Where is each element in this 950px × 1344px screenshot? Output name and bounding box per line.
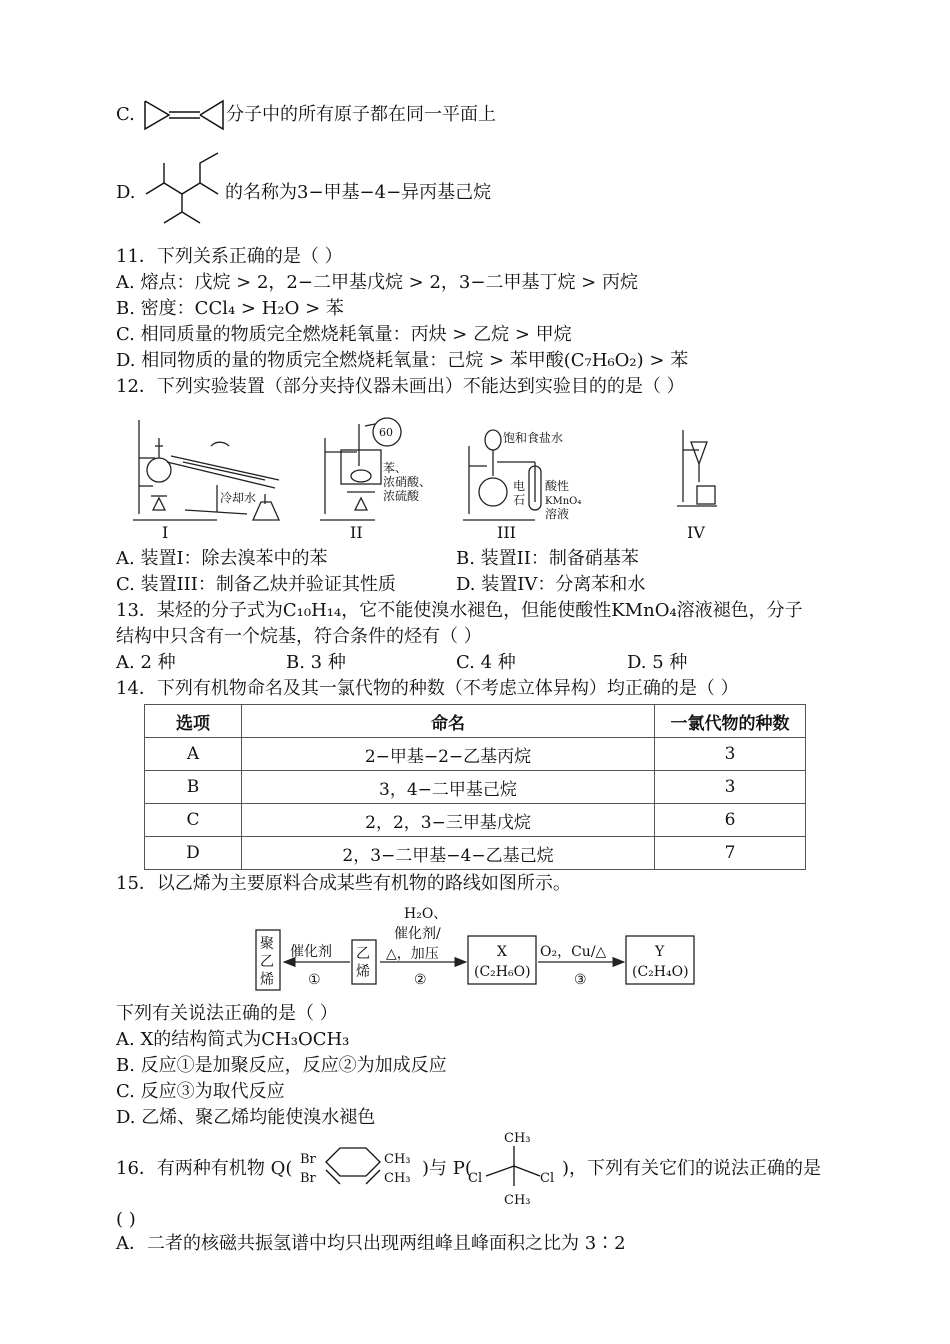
q10-option-c-label: C.	[116, 104, 135, 125]
q16-option-a: A．二者的核磁共振氢谱中均只出现两组峰且峰面积之比为 3∶2	[116, 1233, 626, 1254]
q-bromine-bottom: Br	[300, 1171, 316, 1186]
x-label: X	[497, 944, 507, 960]
q13-option-d: D. 5 种	[627, 652, 688, 673]
table-header-row	[145, 705, 806, 738]
q10-option-d-text: 的名称为3−甲基−4−异丙基己烷	[225, 182, 492, 203]
q13-option-b: B. 3 种	[286, 652, 346, 673]
q14-stem: 14．下列有机物命名及其一氯代物的种数（不考虑立体异构）均正确的是（ ）	[116, 678, 739, 699]
cell-option: A	[145, 738, 242, 771]
thermometer-reading: 60	[379, 426, 393, 439]
q11-stem: 11．下列关系正确的是（ ）	[116, 246, 343, 267]
cell-count: 7	[655, 837, 806, 870]
brine-label: 饱和食盐水	[503, 431, 564, 445]
reagent-benzene-label: 苯、	[383, 461, 408, 475]
q13-stem-line2: 结构中只含有一个烷基，符合条件的烃有（ ）	[116, 626, 482, 647]
p-methyl-bottom: CH₃	[504, 1193, 531, 1208]
table-row	[145, 804, 806, 837]
reagent-nitric-acid-label: 浓硝酸、	[383, 475, 432, 489]
p-chlorine-left: Cl	[468, 1171, 483, 1186]
q13-stem-line1: 13．某烃的分子式为C₁₀H₁₄，它不能使溴水褪色，但能使酸性KMnO₄溶液褪色，分子	[116, 600, 803, 621]
q15-option-a: A. X的结构简式为CH₃OCH₃	[116, 1029, 350, 1050]
q15-question: 下列有关说法正确的是（ ）	[116, 1003, 338, 1024]
cell-name: 2−甲基−2−乙基丙烷	[242, 738, 655, 771]
apparatus-iv	[677, 430, 717, 506]
reagent-sulfuric-acid-label: 浓硫酸	[383, 489, 420, 503]
catalyst-label: 催化剂	[290, 944, 332, 960]
compound-p-structure	[466, 1128, 558, 1208]
apparatus-i-label: I	[162, 523, 169, 542]
cell-name: 3，4−二甲基己烷	[242, 771, 655, 804]
cell-option: D	[145, 837, 242, 870]
q15-synthesis-route-diagram	[254, 900, 698, 992]
cell-count: 3	[655, 738, 806, 771]
oxidation-reagent-label: O₂，Cu/△	[540, 944, 607, 960]
y-formula: (C₂H₄O)	[632, 964, 689, 980]
q12-option-a: A. 装置I：除去溴苯中的苯	[116, 548, 328, 569]
q10-option-d-label: D.	[116, 182, 136, 203]
compound-q-structure	[298, 1144, 422, 1188]
q12-option-b: B. 装置II：制备硝基苯	[456, 548, 639, 569]
q10-option-c-text: 分子中的所有原子都在同一平面上	[226, 104, 496, 125]
q11-option-a: A. 熔点：戊烷 > 2，2−二甲基戊烷 > 2，3−二甲基丁烷 > 丙烷	[116, 272, 638, 293]
alkane-skeleton-structure	[142, 150, 222, 232]
apparatus-i	[133, 420, 279, 520]
p-methyl-top: CH₃	[504, 1131, 531, 1146]
q15-option-d: D. 乙烯、聚乙烯均能使溴水褪色	[116, 1107, 376, 1128]
q-bromine-top: Br	[300, 1152, 316, 1167]
cooling-water-label: 冷却水	[220, 491, 257, 505]
cell-option: C	[145, 804, 242, 837]
q12-apparatus-figure	[125, 410, 825, 545]
acidic-kmno4-label-1: 酸性	[545, 479, 570, 493]
q15-option-b: B. 反应①是加聚反应，反应②为加成反应	[116, 1055, 447, 1076]
p-chlorine-right: Cl	[540, 1171, 555, 1186]
calcium-carbide-label-1: 电	[513, 479, 526, 493]
q12-option-c: C. 装置III：制备乙炔并验证其性质	[116, 574, 396, 595]
acidic-kmno4-label-3: 溶液	[545, 507, 570, 521]
q15-stem: 15．以乙烯为主要原料合成某些有机物的路线如图所示。	[116, 873, 571, 894]
reagent-heat-pressure-label: △，加压	[386, 946, 439, 962]
apparatus-ii-label: II	[350, 523, 363, 542]
cell-option: B	[145, 771, 242, 804]
cell-name: 2，2，3−三甲基戊烷	[242, 804, 655, 837]
header-option: 选项	[145, 705, 242, 738]
acidic-kmno4-label-2: KMnO₄	[545, 496, 582, 507]
calcium-carbide-label-2: 石	[513, 493, 526, 507]
q16-answer-paren: ( )	[116, 1209, 136, 1230]
cell-count: 6	[655, 804, 806, 837]
q13-option-a: A. 2 种	[116, 652, 176, 673]
q14-naming-table	[144, 704, 806, 870]
step-2-label: ②	[414, 972, 427, 988]
step-3-label: ③	[574, 972, 587, 988]
polyethylene-char-2: 乙	[260, 954, 274, 970]
apparatus-iii-label: III	[497, 523, 516, 542]
q16-stem-part-c: )，下列有关它们的说法正确的是	[562, 1158, 822, 1179]
q16-stem-part-a: 16．有两种有机物 Q(	[116, 1158, 293, 1179]
ethylene-char-2: 烯	[356, 964, 370, 980]
q-methyl-top: CH₃	[384, 1152, 411, 1167]
reagent-catalyst-label: 催化剂/	[394, 926, 441, 942]
q-methyl-bottom: CH₃	[384, 1171, 411, 1186]
q16-stem-part-b: )与 P(	[422, 1158, 472, 1179]
step-1-label: ①	[308, 972, 321, 988]
q11-option-d: D. 相同物质的量的物质完全燃烧耗氧量：己烷 > 苯甲酸(C₇H₆O₂) > 苯	[116, 350, 689, 371]
cell-name: 2，3−二甲基−4−乙基己烷	[242, 837, 655, 870]
x-formula: (C₂H₆O)	[474, 964, 531, 980]
q12-stem: 12．下列实验装置（部分夹持仪器未画出）不能达到实验目的的是（ ）	[116, 376, 685, 397]
q12-option-d: D. 装置IV：分离苯和水	[456, 574, 646, 595]
bicyclopropylidene-structure	[143, 97, 225, 133]
apparatus-iv-label: IV	[687, 523, 705, 542]
header-count: 一氯代物的种数	[655, 705, 806, 738]
q15-option-c: C. 反应③为取代反应	[116, 1081, 285, 1102]
header-name: 命名	[242, 705, 655, 738]
ethylene-char-1: 乙	[356, 946, 370, 962]
table-row	[145, 738, 806, 771]
reagent-h2o-label: H₂O、	[404, 906, 448, 922]
table-row	[145, 771, 806, 804]
polyethylene-char-1: 聚	[260, 936, 274, 952]
table-row	[145, 837, 806, 870]
y-label: Y	[655, 944, 665, 960]
polyethylene-char-3: 烯	[260, 972, 274, 988]
q11-option-c: C. 相同质量的物质完全燃烧耗氧量：丙炔 > 乙烷 > 甲烷	[116, 324, 572, 345]
cell-count: 3	[655, 771, 806, 804]
q13-option-c: C. 4 种	[456, 652, 516, 673]
q11-option-b: B. 密度：CCl₄ > H₂O > 苯	[116, 298, 344, 319]
